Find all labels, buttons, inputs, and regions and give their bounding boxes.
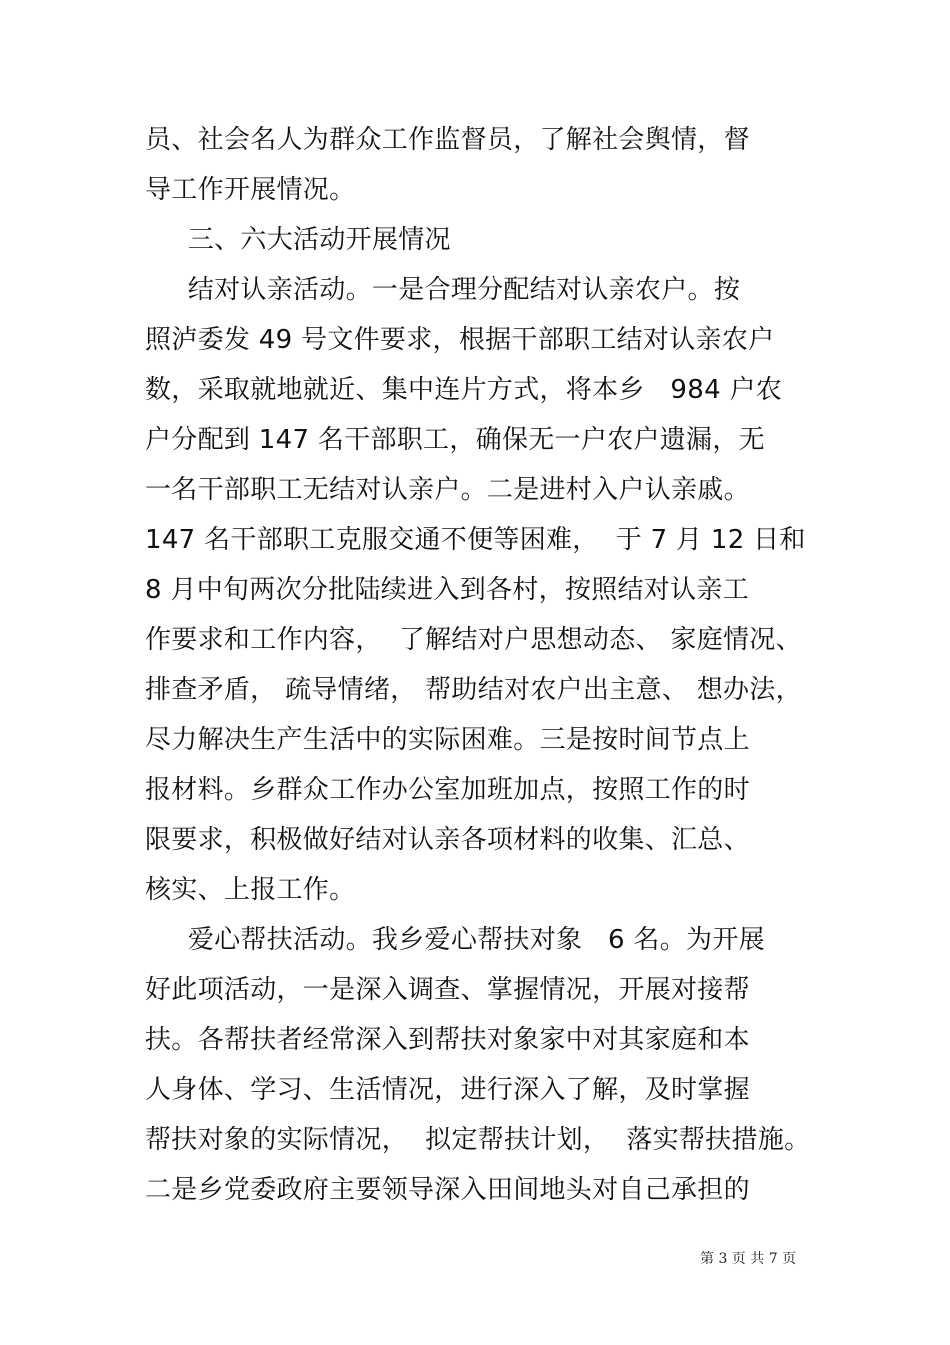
- text-line: 照泸委发 49 号文件要求，根据干部职工结对认亲农户: [145, 325, 775, 355]
- text-line: 尽力解决生产生活中的实际困难。三是按时间节点上: [145, 725, 750, 755]
- text-line: 报材料。乡群众工作办公室加班加点，按照工作的时: [145, 775, 750, 805]
- text-line: 帮扶对象的实际情况， 拟定帮扶计划， 落实帮扶措施。: [145, 1125, 811, 1155]
- section-heading: 三、六大活动开展情况: [145, 225, 451, 255]
- text-line: 爱心帮扶活动。我乡爱心帮扶对象 6 名。为开展: [145, 925, 765, 955]
- text-line: 8 月中旬两次分批陆续进入到各村，按照结对认亲工: [145, 575, 750, 605]
- text-line: 限要求，积极做好结对认亲各项材料的收集、汇总、: [145, 825, 750, 855]
- text-line: 结对认亲活动。一是合理分配结对认亲农户。按: [145, 275, 741, 305]
- text-line: 核实、上报工作。: [145, 875, 356, 905]
- text-line: 好此项活动，一是深入调查、掌握情况，开展对接帮: [145, 975, 750, 1005]
- text-line: 户分配到 147 名干部职工，确保无一户农户遗漏，无: [145, 425, 765, 455]
- text-line: 147 名干部职工克服交通不便等困难， 于 7 月 12 日和: [145, 525, 806, 555]
- text-line: 员、社会名人为群众工作监督员，了解社会舆情，督: [145, 125, 750, 155]
- text-line: 人身体、学习、生活情况，进行深入了解，及时掌握: [145, 1075, 750, 1105]
- text-line: 一名干部职工无结对认亲户。二是进村入户认亲戚。: [145, 475, 750, 505]
- text-line: 二是乡党委政府主要领导深入田间地头对自己承担的: [145, 1175, 750, 1205]
- text-line: 扶。各帮扶者经常深入到帮扶对象家中对其家庭和本: [145, 1025, 750, 1055]
- page-number: 第 3 页 共 7 页: [700, 1251, 797, 1267]
- text-line: 排查矛盾， 疏导情绪， 帮助结对农户出主意、 想办法，: [145, 675, 802, 705]
- text-line: 作要求和工作内容， 了解结对户思想动态、 家庭情况、: [145, 625, 802, 655]
- text-line: 数，采取就地就近、集中连片方式，将本乡 984 户农: [145, 375, 783, 405]
- text-line: 导工作开展情况。: [145, 175, 356, 205]
